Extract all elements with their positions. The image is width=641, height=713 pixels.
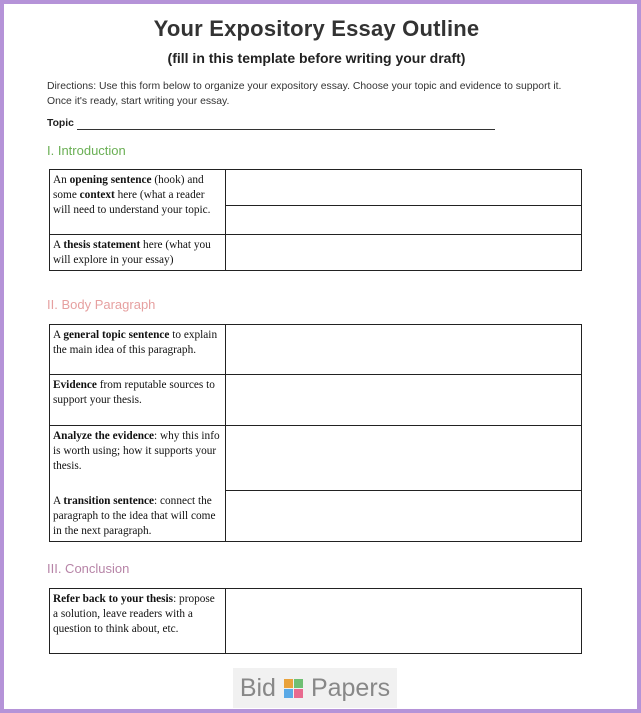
page-title: Your Expository Essay Outline [153, 16, 480, 41]
thesis-statement-cell: A thesis statement here (what you will explore in your essay) [50, 235, 226, 271]
directions-text: Directions: Use this form below to organize your expository essay. Choose your topic and evidence to support it. Once it's ready, start writing your essay. [47, 81, 562, 107]
body-paragraph-table [49, 324, 582, 542]
transition-sentence-input[interactable] [226, 491, 582, 542]
analyze-evidence-cell: Analyze the evidence: why this info is worth using; how it supports your thesis. [50, 426, 226, 491]
context-input[interactable] [226, 206, 582, 235]
thesis-statement-input[interactable] [226, 235, 582, 271]
section-heading-body-paragraph: II. Body Paragraph [47, 297, 156, 312]
topic-sentence-cell: A general topic sentence to explain the main idea of this paragraph. [50, 325, 226, 375]
section-heading-conclusion: III. Conclusion [47, 561, 130, 576]
evidence-cell: Evidence from reputable sources to support your thesis. [50, 375, 226, 426]
transition-sentence-cell: A transition sentence: connect the paragraph to the idea that will come in the next paragraph. [50, 491, 226, 542]
refer-back-cell: Refer back to your thesis: propose a solution, leave readers with a question to think about, etc. [50, 589, 226, 654]
topic-label: Topic [47, 118, 74, 129]
topic-sentence-input[interactable] [226, 325, 582, 375]
conclusion-table [49, 588, 582, 654]
section-heading-introduction: I. Introduction [47, 143, 126, 158]
logo-text-left: Bid [239, 673, 276, 702]
page-subtitle: (fill in this template before writing your draft) [167, 50, 466, 66]
opening-sentence-input[interactable] [226, 170, 582, 206]
evidence-input[interactable] [226, 375, 582, 426]
logo-mark-icon [284, 679, 303, 698]
refer-back-input[interactable] [226, 589, 582, 654]
introduction-table [49, 169, 582, 271]
topic-line[interactable] [77, 129, 495, 130]
opening-sentence-cell: An opening sentence (hook) and some context here (what a reader will need to understand your topic. [50, 170, 226, 235]
bidpapers-logo [233, 668, 397, 708]
analyze-evidence-input[interactable] [226, 426, 582, 491]
logo-text-right: Papers [310, 673, 391, 702]
